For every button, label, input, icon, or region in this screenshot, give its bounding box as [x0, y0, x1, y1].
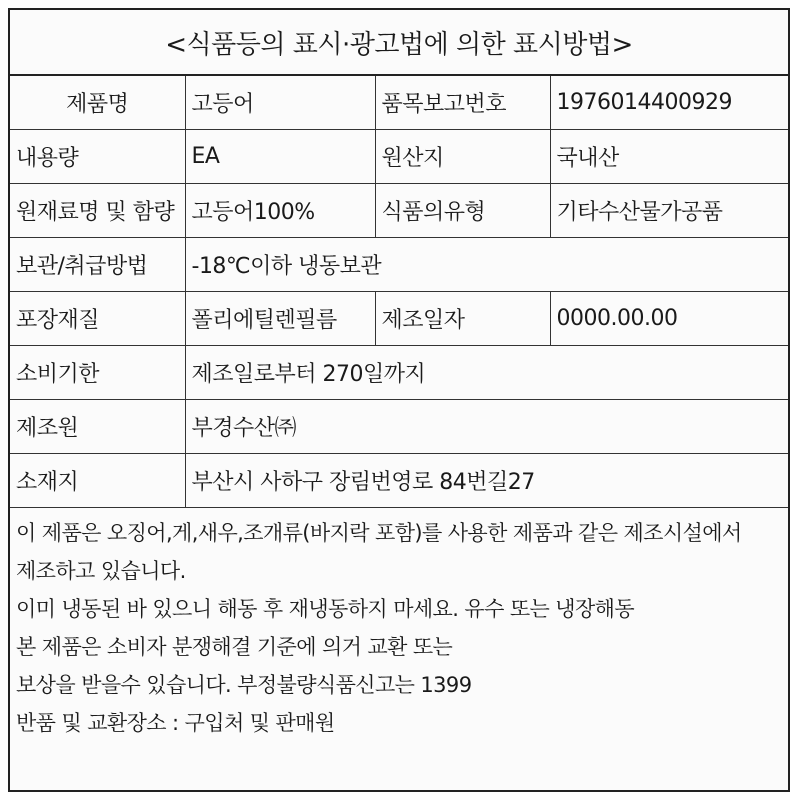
- expiry-label: 소비기한: [10, 346, 185, 400]
- volume-value: EA: [185, 130, 375, 184]
- address-label: 소재지: [10, 454, 185, 508]
- note-line: 보상을 받을수 있습니다. 부정불량식품신고는 1399: [16, 673, 472, 697]
- packaging-label: 포장재질: [10, 292, 185, 346]
- report-no-label: 품목보고번호: [375, 76, 550, 130]
- food-label-sheet: [8, 8, 790, 792]
- expiry-value: 제조일로부터 270일까지: [185, 346, 788, 400]
- label-title: <식품등의 표시·광고법에 의한 표시방법>: [10, 10, 788, 76]
- manufacturer-value: 부경수산㈜: [185, 400, 788, 454]
- product-name-value: 고등어: [185, 76, 375, 130]
- table-row: [10, 400, 788, 454]
- table-row: [10, 130, 788, 184]
- storage-value: -18℃이하 냉동보관: [185, 238, 788, 292]
- product-name-label: 제품명: [10, 76, 185, 130]
- report-no-value: 1976014400929: [550, 76, 788, 130]
- table-row: [10, 346, 788, 400]
- table-row: [10, 454, 788, 508]
- storage-label: 보관/취급방법: [10, 238, 185, 292]
- volume-label: 내용량: [10, 130, 185, 184]
- product-info-table: [10, 76, 788, 508]
- food-type-label: 식품의유형: [375, 184, 550, 238]
- food-type-value: 기타수산물가공품: [550, 184, 788, 238]
- note-line: 제조하고 있습니다.: [16, 559, 186, 583]
- manufacturer-label: 제조원: [10, 400, 185, 454]
- note-line: 반품 및 교환장소 : 구입처 및 판매원: [16, 711, 335, 735]
- table-row: [10, 238, 788, 292]
- mfg-date-label: 제조일자: [375, 292, 550, 346]
- ingredients-label: 원재료명 및 함량: [10, 184, 185, 238]
- note-line: 이 제품은 오징어,게,새우,조개류(바지락 포함)를 사용한 제품과 같은 제조시설에서: [16, 521, 742, 545]
- ingredients-value: 고등어100%: [185, 184, 375, 238]
- origin-label: 원산지: [375, 130, 550, 184]
- note-line: 본 제품은 소비자 분쟁해결 기준에 의거 교환 또는: [16, 635, 453, 659]
- packaging-value: 폴리에틸렌필름: [185, 292, 375, 346]
- notes-section: [10, 508, 788, 742]
- table-row: [10, 76, 788, 130]
- table-row: [10, 184, 788, 238]
- address-value: 부산시 사하구 장림번영로 84번길27: [185, 454, 788, 508]
- mfg-date-value: 0000.00.00: [550, 292, 788, 346]
- table-row: [10, 292, 788, 346]
- origin-value: 국내산: [550, 130, 788, 184]
- note-line: 이미 냉동된 바 있으니 해동 후 재냉동하지 마세요. 유수 또는 냉장해동: [16, 597, 635, 621]
